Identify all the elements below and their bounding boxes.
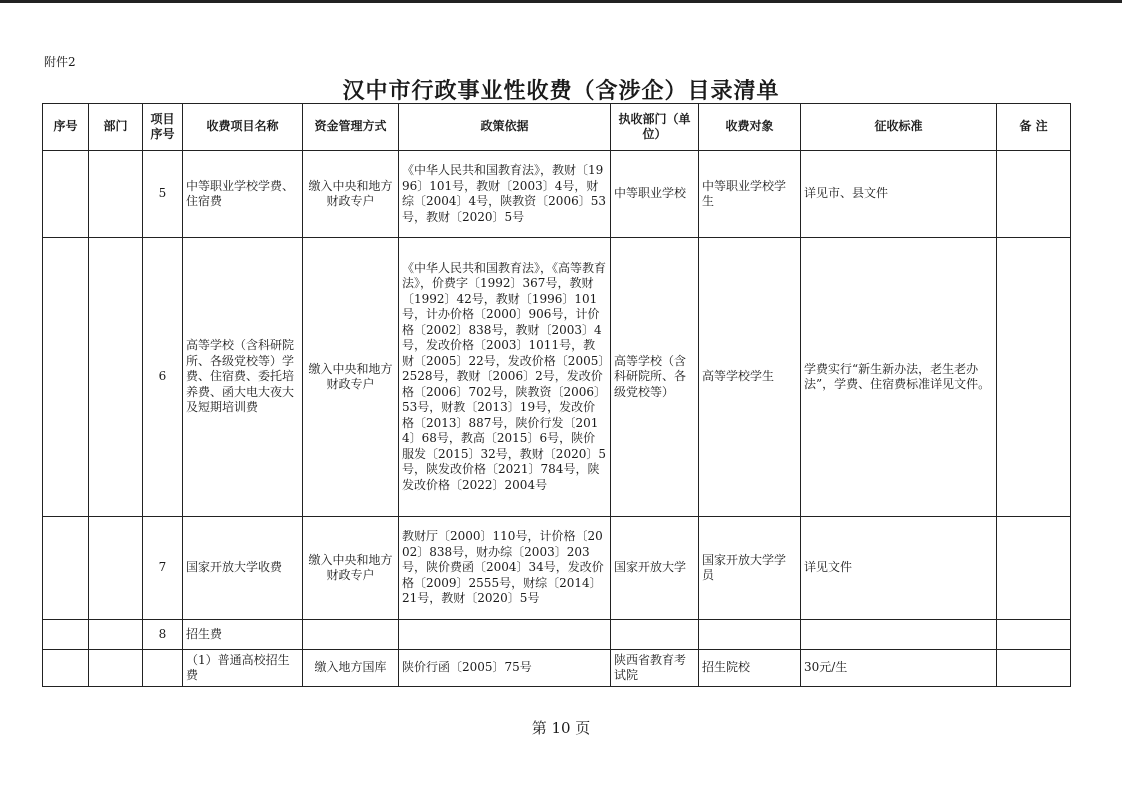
cell-dept — [89, 620, 143, 650]
cell-item-name: （1）普通高校招生费 — [183, 650, 303, 687]
cell-standard: 详见文件 — [801, 517, 997, 620]
cell-seq — [43, 650, 89, 687]
table-row — [43, 650, 1071, 687]
cell-collector: 中等职业学校 — [611, 151, 699, 238]
cell-target: 国家开放大学学员 — [699, 517, 801, 620]
cell-policy: 陕价行函〔2005〕75号 — [399, 650, 611, 687]
header-fund-mgmt: 资金管理方式 — [303, 104, 399, 151]
cell-standard: 30元/生 — [801, 650, 997, 687]
cell-remark — [997, 151, 1071, 238]
cell-collector: 国家开放大学 — [611, 517, 699, 620]
cell-item-name: 高等学校（含科研院所、各级党校等）学费、住宿费、委托培养费、函大电大夜大及短期培训费 — [183, 238, 303, 517]
cell-target: 高等学校学生 — [699, 238, 801, 517]
cell-fund-mgmt: 缴入中央和地方财政专户 — [303, 151, 399, 238]
table-row — [43, 151, 1071, 238]
attachment-label: 附件2 — [44, 55, 76, 69]
cell-policy: 教财厅〔2000〕110号，计价格〔2002〕838号，财办综〔2003〕203号，陕价费函〔2004〕34号，发改价格〔2009〕2555号，财综〔2014〕21号，教财〔2020〕5号 — [399, 517, 611, 620]
header-remark: 备 注 — [997, 104, 1071, 151]
cell-item-no — [143, 650, 183, 687]
cell-collector — [611, 620, 699, 650]
cell-remark — [997, 650, 1071, 687]
cell-seq — [43, 620, 89, 650]
cell-policy: 《中华人民共和国教育法》，《高等教育法》，价费字〔1992〕367号，教财〔1992〕42号，教财〔1996〕101号，计办价格〔2000〕906号，计价格〔2002〕838号，教财〔2003〕4号，发改价格〔2003〕1011号，教财〔2005〕22号，发改价格〔2005〕2528号，教财〔2006〕2号，发改价格〔2006〕702号，陕教资〔2006〕53号，财教〔2013〕19号，发改价格〔2013〕887号，陕价行发〔2014〕68号，教高〔2015〕6号，陕价服发〔2015〕32号，教财〔2020〕5号，陕发改价格〔2021〕784号，陕发改价格〔2022〕2004号 — [399, 238, 611, 517]
fee-catalog-table — [42, 103, 1071, 687]
cell-standard — [801, 620, 997, 650]
page-number: 第 10 页 — [531, 719, 591, 737]
cell-fund-mgmt: 缴入地方国库 — [303, 650, 399, 687]
cell-fund-mgmt — [303, 620, 399, 650]
header-item-name: 收费项目名称 — [183, 104, 303, 151]
cell-fund-mgmt: 缴入中央和地方财政专户 — [303, 238, 399, 517]
cell-collector: 陕西省教育考试院 — [611, 650, 699, 687]
cell-dept — [89, 650, 143, 687]
cell-fund-mgmt: 缴入中央和地方财政专户 — [303, 517, 399, 620]
cell-seq — [43, 517, 89, 620]
document-title: 汉中市行政事业性收费（含涉企）目录清单 — [342, 78, 780, 104]
cell-item-name: 招生费 — [183, 620, 303, 650]
cell-item-no: 5 — [143, 151, 183, 238]
cell-remark — [997, 517, 1071, 620]
cell-policy: 《中华人民共和国教育法》，教财〔1996〕101号，教财〔2003〕4号，财综〔2004〕4号，陕教资〔2006〕53号，教财〔2020〕5号 — [399, 151, 611, 238]
cell-target: 中等职业学校学生 — [699, 151, 801, 238]
cell-seq — [43, 151, 89, 238]
cell-item-no: 7 — [143, 517, 183, 620]
header-item-no: 项目序号 — [143, 104, 183, 151]
cell-target: 招生院校 — [699, 650, 801, 687]
cell-policy — [399, 620, 611, 650]
cell-standard: 学费实行“新生新办法，老生老办法”，学费、住宿费标准详见文件。 — [801, 238, 997, 517]
table-row — [43, 238, 1071, 517]
top-border-rule — [0, 0, 1122, 3]
header-policy: 政策依据 — [399, 104, 611, 151]
cell-standard: 详见市、县文件 — [801, 151, 997, 238]
header-dept: 部门 — [89, 104, 143, 151]
header-standard: 征收标准 — [801, 104, 997, 151]
cell-remark — [997, 238, 1071, 517]
cell-item-name: 国家开放大学收费 — [183, 517, 303, 620]
header-seq: 序号 — [43, 104, 89, 151]
table-row — [43, 517, 1071, 620]
cell-remark — [997, 620, 1071, 650]
cell-target — [699, 620, 801, 650]
table-row — [43, 620, 1071, 650]
cell-dept — [89, 238, 143, 517]
header-collector: 执收部门（单位） — [611, 104, 699, 151]
header-target: 收费对象 — [699, 104, 801, 151]
table-header-row — [43, 104, 1071, 151]
cell-item-no: 6 — [143, 238, 183, 517]
cell-collector: 高等学校（含科研院所、各级党校等） — [611, 238, 699, 517]
cell-dept — [89, 151, 143, 238]
cell-item-no: 8 — [143, 620, 183, 650]
cell-dept — [89, 517, 143, 620]
cell-seq — [43, 238, 89, 517]
cell-item-name: 中等职业学校学费、住宿费 — [183, 151, 303, 238]
